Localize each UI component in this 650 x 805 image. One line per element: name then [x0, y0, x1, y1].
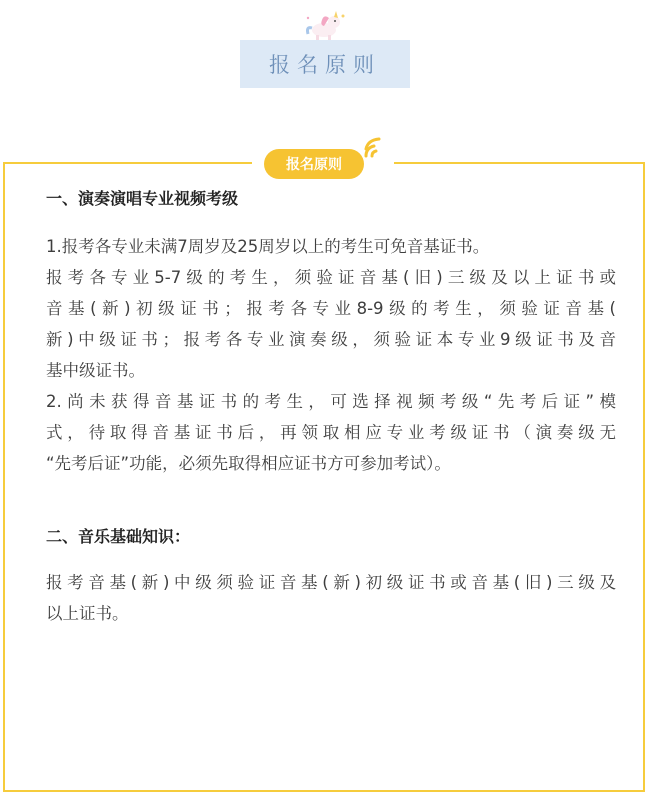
paragraph-music-basics-requirement — [46, 567, 616, 629]
text-line: 基中级证书。 — [46, 361, 145, 380]
paragraph-age-exemption — [46, 231, 616, 262]
text-line: 1.报考各专业未满7周岁及25周岁以上的考生可免音基证书。 — [46, 237, 490, 256]
text-line: 报考音基(新)中级须验证音基(新)初级证书或音基(旧)三级及 — [46, 573, 616, 592]
text-line: 报考各专业5-7级的考生，须验证音基(旧)三级及以上证书或 — [46, 268, 616, 287]
header-title-box — [240, 40, 410, 88]
paragraph-exam-first-mode — [46, 386, 616, 479]
unicorn-icon — [302, 8, 348, 44]
text-line: 音基(新)初级证书；报考各专业8-9级的考生，须验证音基( — [46, 299, 616, 318]
text-line: 式，待取得音基证书后，再领取相应专业考级证书（演奏级无 — [46, 423, 616, 442]
signal-wave-icon — [362, 134, 388, 160]
text-line: 2.尚未获得音基证书的考生，可选择视频考级“先考后证”模 — [46, 392, 616, 411]
section-badge: 报名原则 — [264, 149, 364, 179]
paragraph-level-requirements — [46, 262, 616, 386]
text-line: 以上证书。 — [46, 604, 129, 623]
text-line: 新)中级证书；报考各专业演奏级，须验证本专业9级证书及音 — [46, 330, 616, 349]
section-title-video-exam: 一、演奏演唱专业视频考级 — [46, 189, 239, 208]
content-body — [46, 185, 616, 629]
text-line: “先考后证”功能，必须先取得相应证书方可参加考试）。 — [46, 454, 451, 473]
page-title: 报名原则 — [269, 53, 381, 77]
section-title-music-basics: 二、音乐基础知识： — [46, 527, 191, 546]
